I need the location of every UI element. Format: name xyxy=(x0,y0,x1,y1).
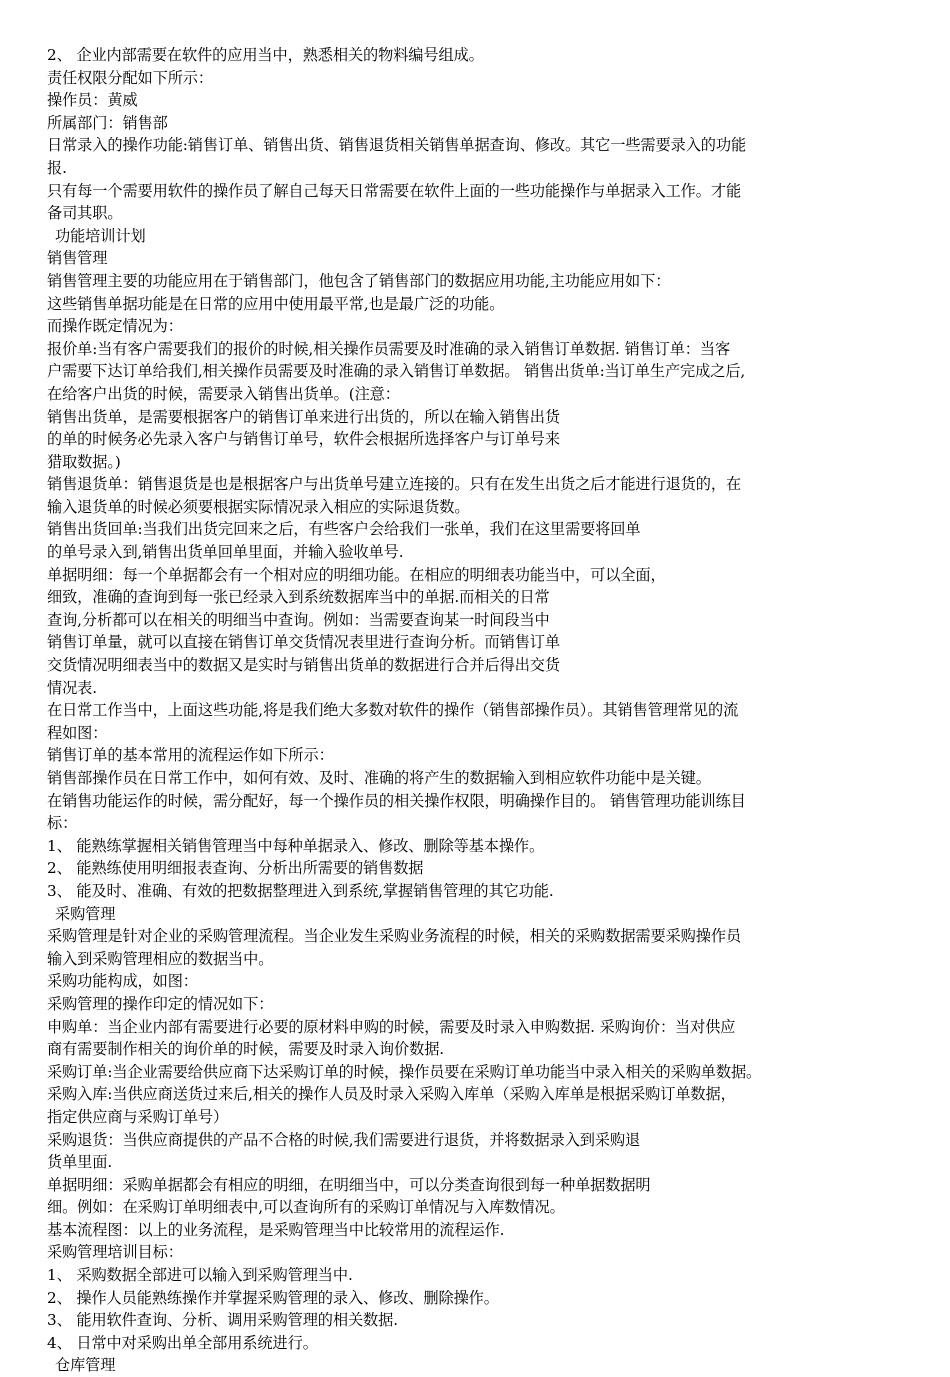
text-line: 报价单:当有客户需要我们的报价的时候,相关操作员需要及时准确的录入销售订单数据. 销售订单：当客 xyxy=(47,339,731,358)
text-line: 标： xyxy=(47,814,78,833)
text-line: 日常录入的操作功能:销售订单、销售出货、销售退货相关销售单据查询、修改。其它一些需要录入的功能 xyxy=(47,136,747,155)
text-line: 程如图： xyxy=(47,723,108,742)
text-line: 采购管理的操作印定的情况如下： xyxy=(47,994,274,1013)
text-line: 细致，准确的查询到每一张已经录入到系统数据库当中的单据.而相关的日常 xyxy=(47,588,550,607)
list-item: 4、 日常中对采购出单全部用系统进行。 xyxy=(47,1333,318,1352)
text-line: 销售退货单：销售退货是也是根据客户与出货单号建立连接的。只有在发生出货之后才能进行退货的，在 xyxy=(47,475,742,494)
text-line: 这些销售单据功能是在日常的应用中使用最平常,也是最广泛的功能。 xyxy=(47,294,505,313)
list-item: 3、 能及时、准确、有效的把数据整理进入到系统,掌握销售管理的其它功能. xyxy=(47,881,554,900)
text-line: 2、 企业内部需要在软件的应用当中，熟悉相关的物料编号组成。 xyxy=(47,46,484,64)
list-item: 1、 采购数据全部进可以输入到采购管理当中. xyxy=(47,1266,353,1285)
text-line: 采购订单:当企业需要给供应商下达采购订单的时候，操作员要在采购订单功能当中录入相关的采购单数据。 xyxy=(47,1062,762,1081)
text-line: 只有每一个需要用软件的操作员了解自己每天日常需要在软件上面的一些功能操作与单据录入工作。才能 xyxy=(47,181,742,200)
text-line: 备司其职。 xyxy=(47,204,123,223)
section-heading-warehouse: 仓库管理 xyxy=(55,1356,116,1375)
text-line: 申购单：当企业内部有需要进行必要的原材料申购的时候，需要及时录入申购数据. 采购询价：当对供应 xyxy=(47,1017,736,1036)
text-line: 采购入库:当供应商送货过来后,相关的操作人员及时录入采购入库单（采购入库单是根据采购订单数据， xyxy=(47,1085,736,1104)
text-line: 销售订单量，就可以直接在销售订单交货情况表里进行查询分析。而销售订单 xyxy=(47,633,560,652)
text-line: 单据明细：每一个单据都会有一个相对应的明细功能。在相应的明细表功能当中，可以全面， xyxy=(47,565,666,584)
text-line: 的单号录入到,销售出货单回单里面，并输入验收单号. xyxy=(47,543,404,562)
text-line: 而操作既定情况为： xyxy=(47,317,183,336)
text-line: 输入到采购管理相应的数据当中。 xyxy=(47,949,274,968)
text-line: 销售管理主要的功能应用在于销售部门，他包含了销售部门的数据应用功能,主功能应用如下： xyxy=(47,271,671,290)
list-item: 3、 能用软件查询、分析、调用采购管理的相关数据. xyxy=(47,1311,398,1330)
list-item: 2、 操作人员能熟练操作并掌握采购管理的录入、修改、删除操作。 xyxy=(47,1288,499,1307)
text-line: 在日常工作当中，上面这些功能,将是我们绝大多数对软件的操作（销售部操作员）。其销售管理常见的流 xyxy=(47,701,739,720)
text-line: 查询,分析都可以在相关的明细当中查询。例如：当需要查询某一时间段当中 xyxy=(47,610,550,629)
text-line: 操作员：黄威 xyxy=(47,91,138,110)
list-item: 1、 能熟练掌握相关销售管理当中每种单据录入、修改、删除等基本操作。 xyxy=(47,836,545,855)
text-line: 户需要下达订单给我们,相关操作员需要及时准确的录入销售订单数据。 销售出货单:当订单生产完成之后, xyxy=(47,362,746,381)
section-heading-sales: 销售管理 xyxy=(47,249,108,268)
text-line: 所属部门：销售部 xyxy=(47,113,168,132)
text-line: 交货情况明细表当中的数据又是实时与销售出货单的数据进行合并后得出交货 xyxy=(47,656,560,675)
text-line: 细。例如：在采购订单明细表中,可以查询所有的采购订单情况与入库数情况。 xyxy=(47,1198,565,1217)
text-line: 情况表. xyxy=(47,678,97,697)
text-line: 输入退货单的时候必须要根据实际情况录入相应的实际退货数。 xyxy=(47,497,470,516)
text-line: 采购退货：当供应商提供的产品不合格的时候,我们需要进行退货，并将数据录入到采购退 xyxy=(47,1130,641,1149)
text-line: 指定供应商与采购订单号） xyxy=(47,1107,229,1126)
text-line: 销售出货单，是需要根据客户的销售订单来进行出货的，所以在输入销售出货 xyxy=(47,407,560,426)
text-line: 的单的时候务必先录入客户与销售订单号，软件会根据所选择客户与订单号来 xyxy=(47,430,560,449)
text-line: 采购管理培训目标： xyxy=(47,1243,183,1262)
text-line: 销售部操作员在日常工作中，如何有效、及时、准确的将产生的数据输入到相应软件功能中是关键。 xyxy=(47,769,711,787)
text-line: 在销售功能运作的时候，需分配好，每一个操作员的相关操作权限，明确操作目的。 销售管理功能训练目 xyxy=(47,791,746,810)
document-body xyxy=(47,44,917,1377)
text-line: 单据明细：采购单据都会有相应的明细，在明细当中，可以分类查询很到每一种单据数据明 xyxy=(47,1175,651,1194)
text-line: 责任权限分配如下所示： xyxy=(47,68,213,87)
text-line: 采购功能构成，如图： xyxy=(47,972,198,991)
text-line: 销售出货回单:当我们出货完回来之后，有些客户会给我们一张单，我们在这里需要将回单 xyxy=(47,520,641,539)
text-line: 销售订单的基本常用的流程运作如下所示： xyxy=(47,746,334,765)
text-line: 在给客户出货的时候，需要录入销售出货单。(注意： xyxy=(47,384,400,403)
section-heading-purchasing: 采购管理 xyxy=(55,904,116,923)
section-heading-training-plan: 功能培训计划 xyxy=(55,226,146,245)
list-item: 2、 能熟练使用明细报表查询、分析出所需要的销售数据 xyxy=(47,859,424,878)
text-line: 基本流程图：以上的业务流程，是采购管理当中比较常用的流程运作. xyxy=(47,1220,505,1239)
text-line: 商有需要制作相关的询价单的时候，需要及时录入询价数据. xyxy=(47,1040,445,1059)
text-line: 货单里面. xyxy=(47,1153,113,1172)
text-line: 报. xyxy=(47,158,67,177)
text-line: 猎取数据。) xyxy=(47,452,121,471)
text-line: 采购管理是针对企业的采购管理流程。当企业发生采购业务流程的时候，相关的采购数据需要采购操作员 xyxy=(47,927,742,946)
